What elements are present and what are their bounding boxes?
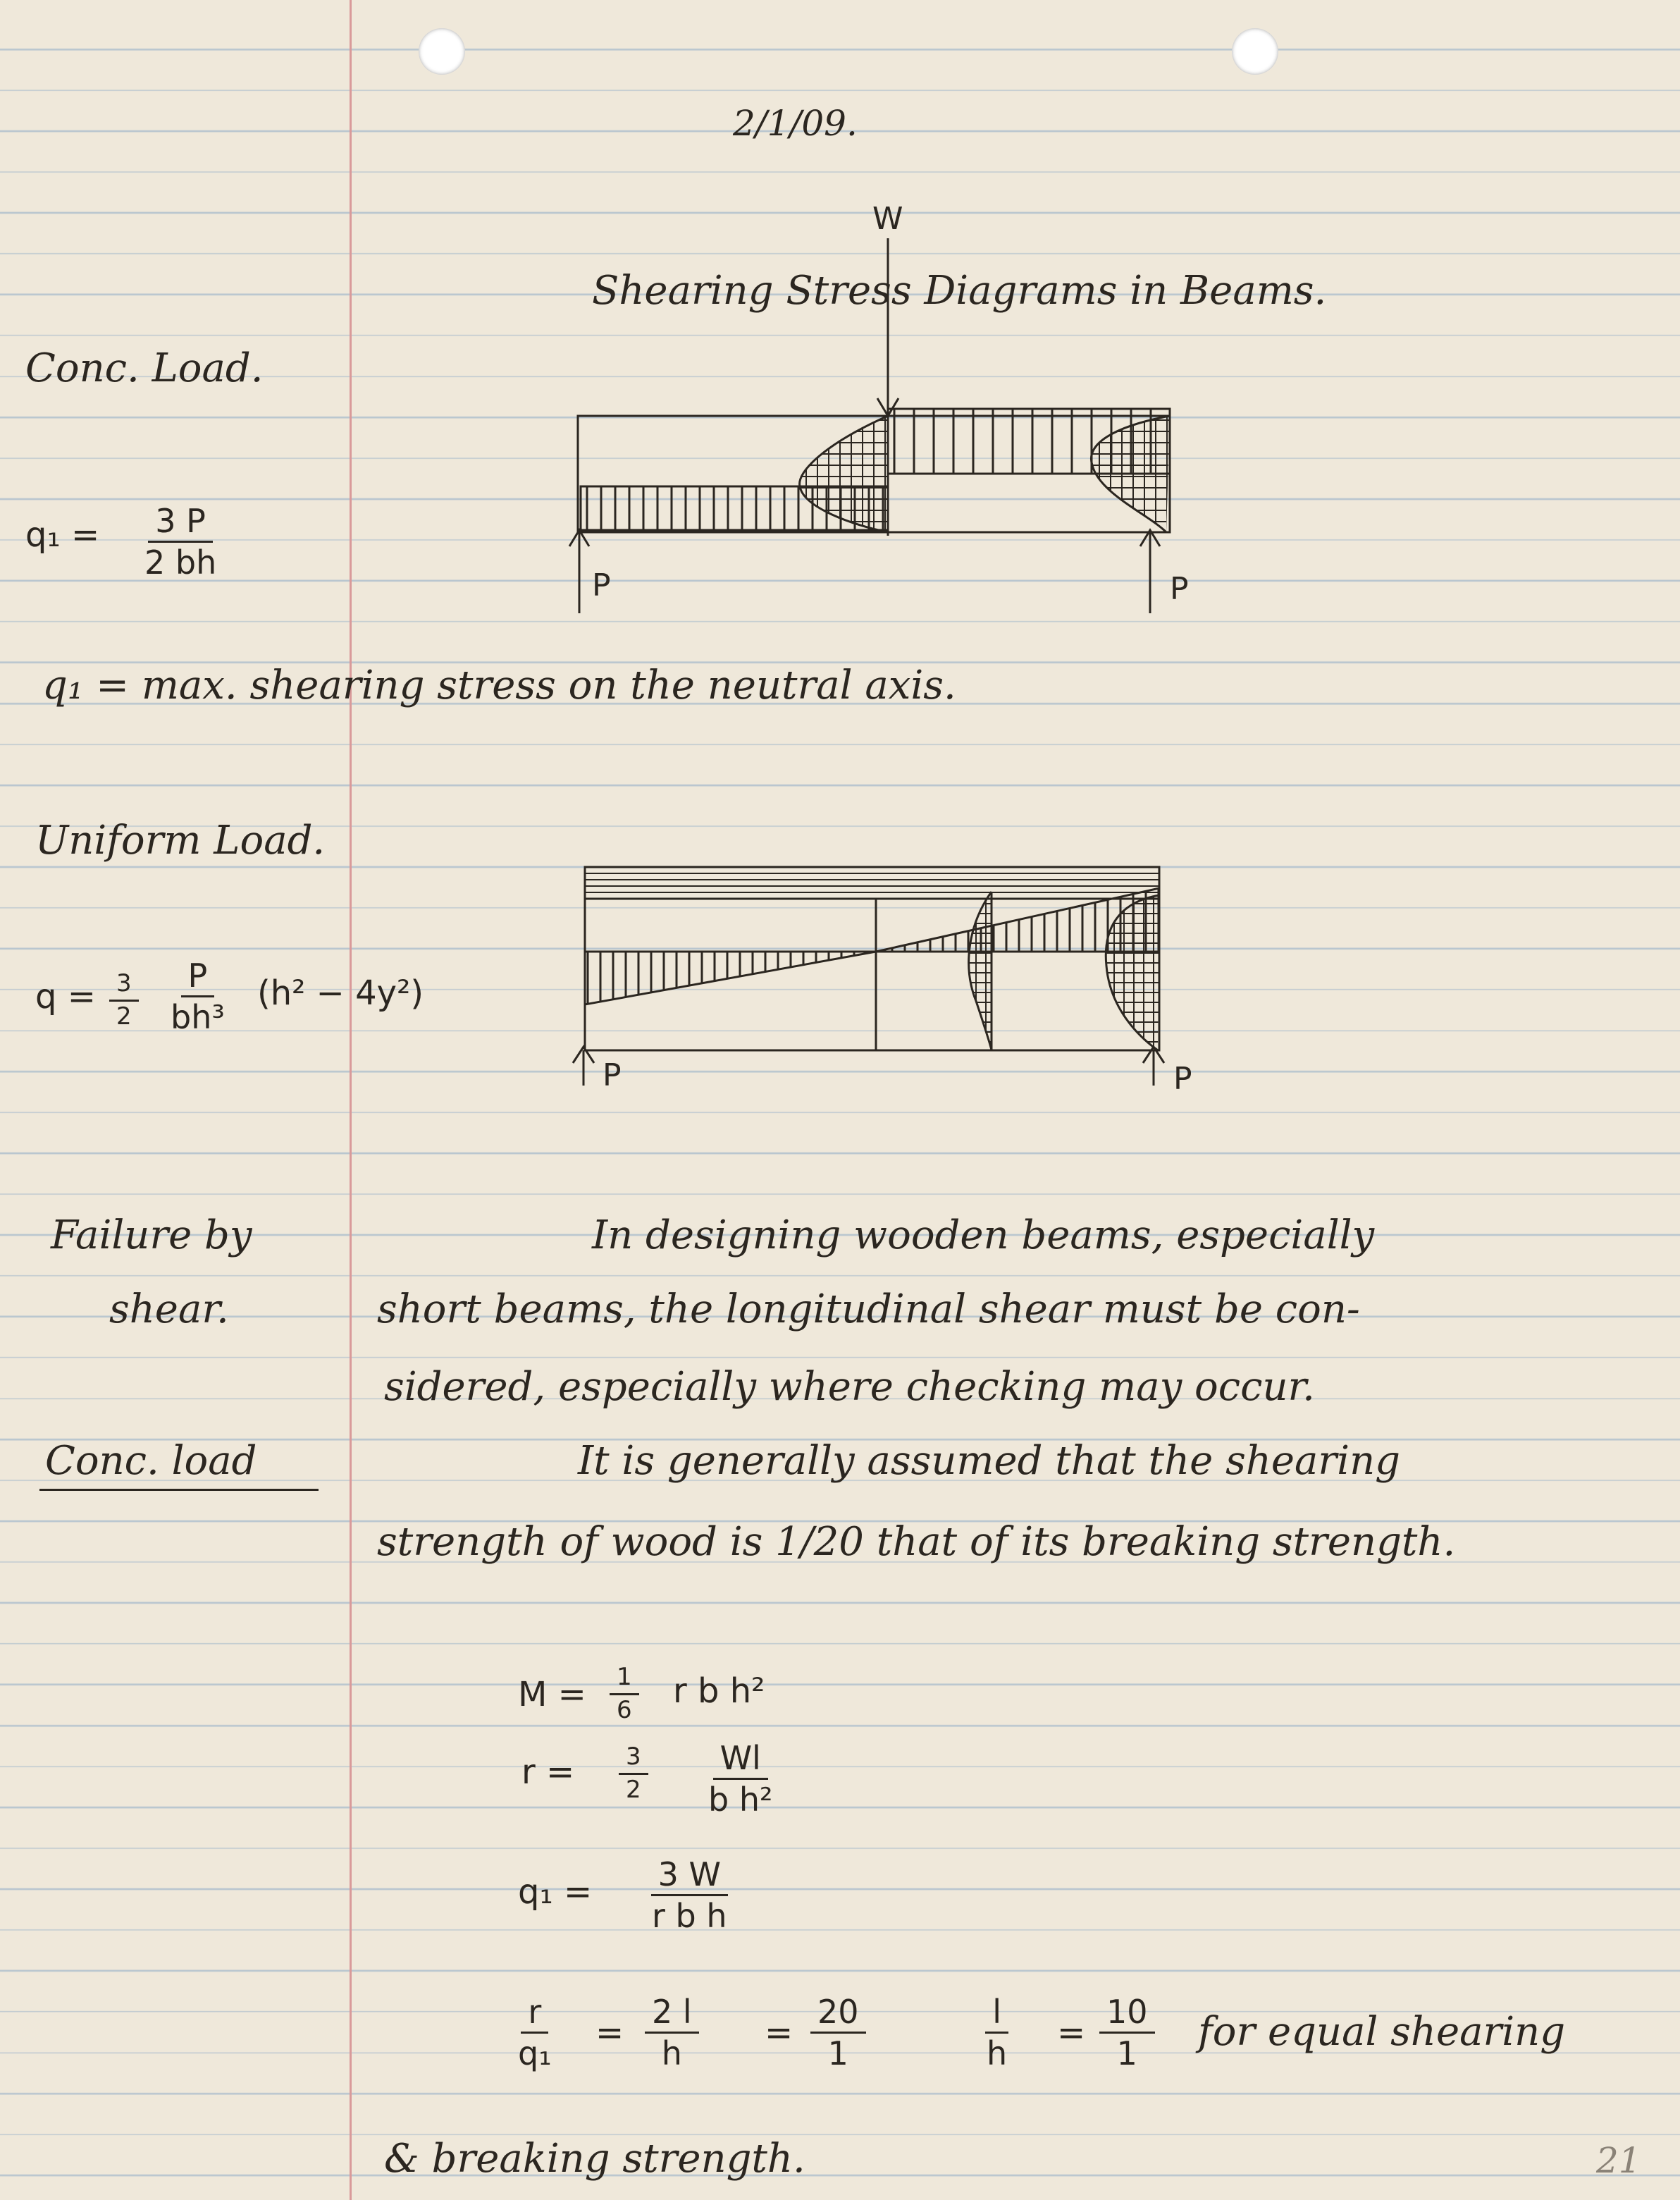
page-number: 21	[1596, 2140, 1641, 2181]
lh-fraction	[980, 1995, 1014, 2071]
punch-hole-left	[419, 28, 465, 75]
r-main-den: b h²	[708, 1781, 773, 1819]
ratio-mid-den: h	[661, 2034, 682, 2073]
load-w-label: W	[872, 201, 903, 237]
r-coef-fraction	[619, 1745, 648, 1802]
q-main-den: bh³	[171, 998, 225, 1037]
q-main-fraction	[163, 959, 232, 1035]
conc-load-label-2: Conc. load	[45, 1438, 257, 1484]
q-coef-num: 3	[109, 971, 139, 1002]
q1-eq-fraction	[645, 1857, 734, 1934]
q1-numerator: 3 P	[148, 504, 213, 543]
r-lhs: r =	[521, 1752, 575, 1792]
r-main-fraction	[701, 1741, 779, 1817]
ratio-mid-num: 2 l	[645, 1995, 699, 2034]
parabola-mid	[969, 892, 992, 1050]
paragraph2-line2: strength of wood is 1/20 that of its breaking strength.	[377, 1519, 1456, 1565]
m-lhs: M =	[518, 1675, 586, 1714]
q1-eq-lhs: q₁ =	[518, 1872, 593, 1912]
q1-lhs: q₁ =	[25, 515, 100, 555]
conclusion-cont: & breaking strength.	[384, 2136, 805, 2182]
lh-num: l	[985, 1995, 1008, 2034]
r-coef-den: 2	[626, 1775, 641, 1804]
uniform-load-label: Uniform Load.	[35, 818, 326, 864]
paragraph1-line3: sidered, especially where checking may occur.	[384, 1364, 1315, 1410]
ratio-val-fraction	[810, 1995, 866, 2071]
uniform-load-band	[585, 867, 1159, 899]
q-lhs: q =	[35, 977, 96, 1016]
paragraph2-line1: It is generally assumed that the shearing	[578, 1438, 1401, 1484]
ratio-den: q₁	[518, 2034, 552, 2073]
conc-load-underline	[39, 1489, 319, 1491]
q1-fraction	[137, 504, 223, 580]
m-coef-num: 1	[610, 1665, 639, 1695]
q-coef-fraction	[109, 971, 139, 1029]
q1-eq-num: 3 W	[651, 1857, 728, 1896]
conc-load-label: Conc. Load.	[25, 345, 264, 391]
m-coef-fraction	[610, 1665, 639, 1723]
date: 2/1/09.	[733, 103, 858, 144]
punch-hole-right	[1232, 28, 1278, 75]
support-left-label: P	[592, 567, 611, 603]
conclusion: for equal shearing	[1198, 2009, 1566, 2055]
support-right-label: P	[1170, 571, 1189, 607]
lh-val-fraction	[1099, 1995, 1155, 2071]
page-title: Shearing Stress Diagrams in Beams.	[592, 268, 1327, 314]
margin-line	[350, 0, 352, 2200]
uniform-load-diagram	[560, 853, 1209, 1097]
r-coef-num: 3	[619, 1745, 648, 1775]
lh-den: h	[987, 2034, 1008, 2073]
m-coef-den: 6	[617, 1695, 632, 1724]
r-main-num: Wl	[713, 1741, 768, 1780]
q1-eq-den: r b h	[652, 1897, 727, 1936]
lh-val-den: 1	[1116, 2034, 1137, 2073]
paragraph1-line1: In designing wooden beams, especially	[592, 1212, 1375, 1258]
paragraph1-line2: short beams, the longitudinal shear must be con-	[377, 1286, 1360, 1332]
q1-definition: q₁ = max. shearing stress on the neutral axis.	[42, 663, 956, 708]
q1-denominator: 2 bh	[144, 543, 217, 582]
lh-eq: =	[1057, 2013, 1086, 2053]
support-right-label-2: P	[1173, 1061, 1192, 1097]
support-left-label-2: P	[603, 1057, 622, 1093]
shear-triangle-left	[585, 952, 876, 1004]
conc-load-diagram	[557, 201, 1205, 620]
failure-label-line2: shear.	[109, 1286, 229, 1332]
m-rhs: r b h²	[673, 1671, 765, 1711]
q-main-num: P	[181, 959, 215, 997]
ratio-fraction	[511, 1995, 559, 2071]
ratio-num: r	[521, 1995, 548, 2034]
ratio-eq1: =	[595, 2013, 624, 2053]
failure-label-line1: Failure by	[51, 1212, 252, 1258]
ratio-val-den: 1	[827, 2034, 848, 2073]
q-coef-den: 2	[116, 1002, 132, 1031]
ratio-eq2: =	[765, 2013, 793, 2053]
q-tail: (h² − 4y²)	[257, 973, 424, 1013]
ratio-mid-fraction	[645, 1995, 699, 2071]
ratio-val-num: 20	[810, 1995, 866, 2034]
lh-val-num: 10	[1099, 1995, 1155, 2034]
